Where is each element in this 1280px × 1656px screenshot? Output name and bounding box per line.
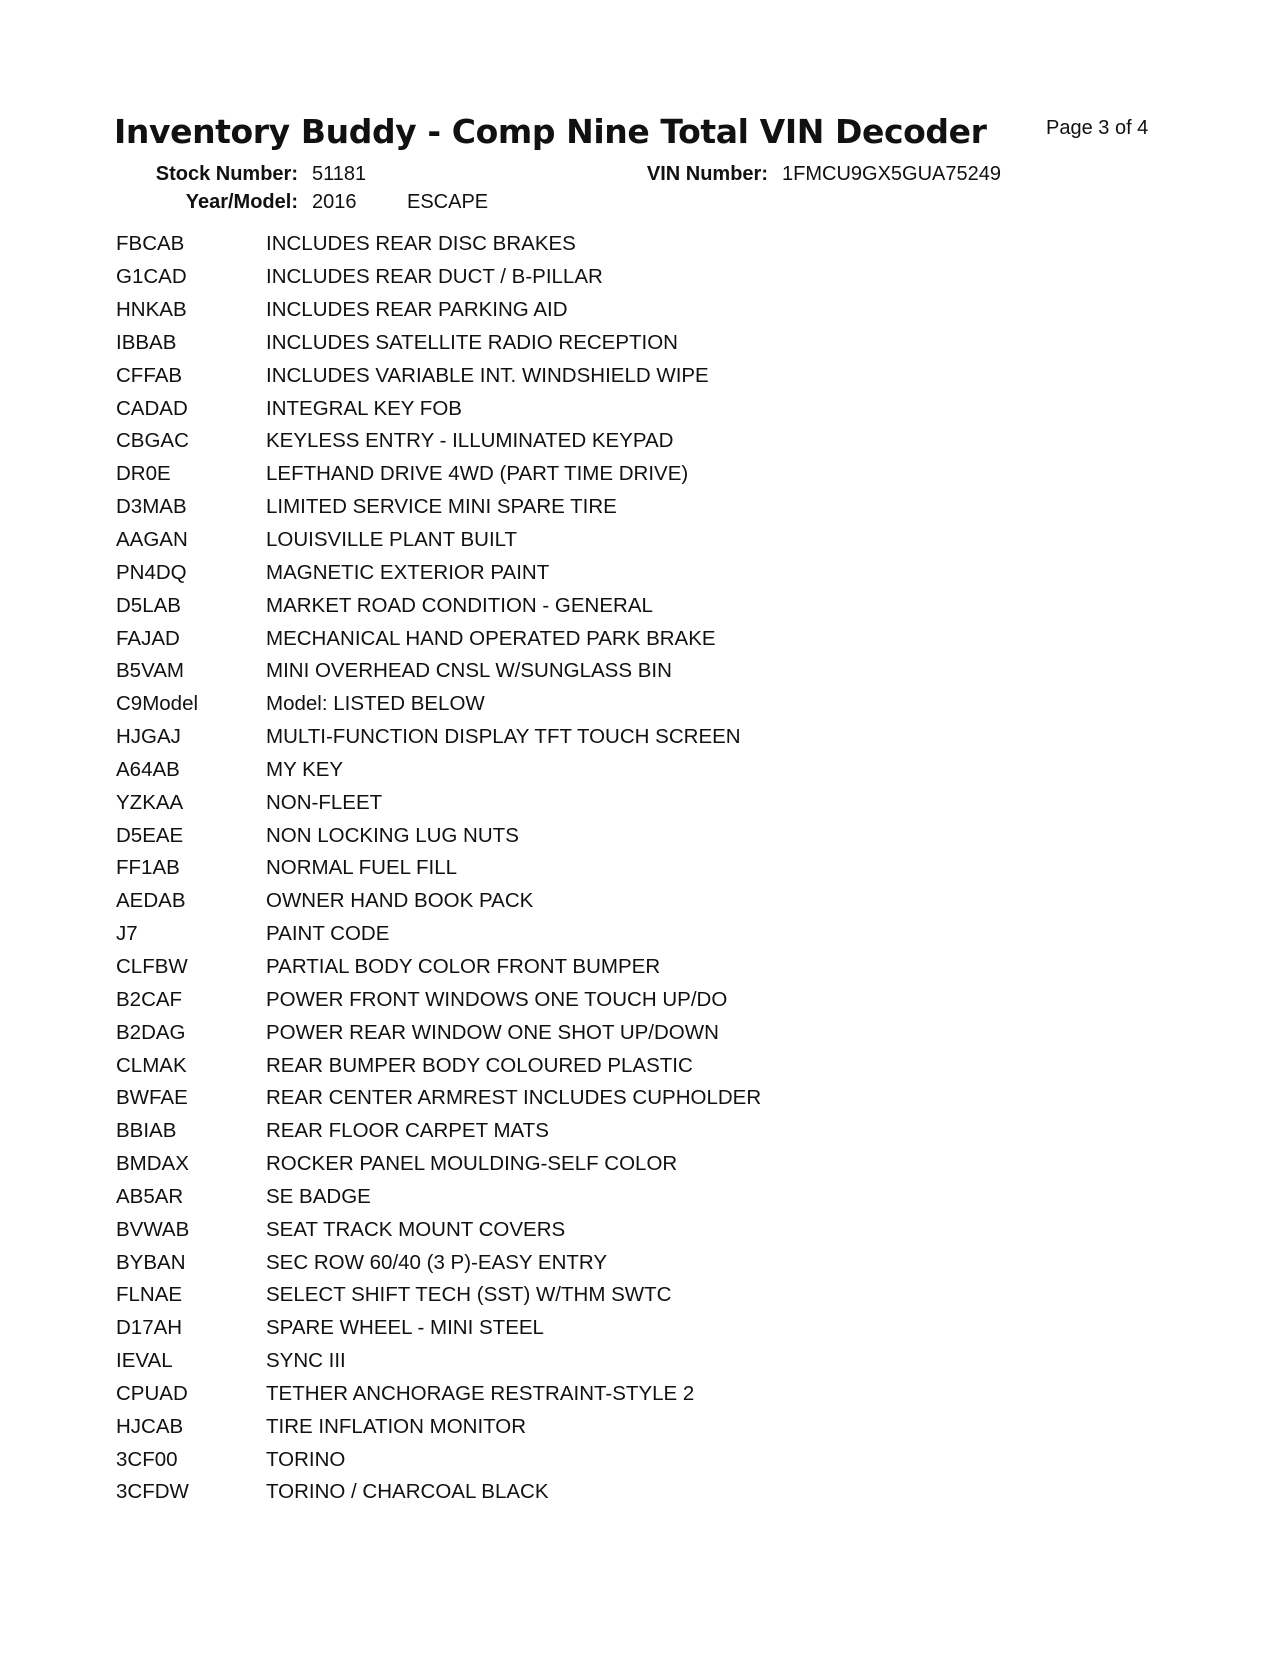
option-code: G1CAD [116,265,187,289]
page-number: Page 3 of 4 [1046,117,1149,139]
option-row [116,1049,1016,1082]
option-description: Model: LISTED BELOW [266,692,485,716]
option-code: 3CF00 [116,1447,178,1471]
option-code: FBCAB [116,232,185,256]
option-code: D5EAE [116,823,184,847]
option-row [116,228,1016,261]
option-row [116,458,1016,491]
option-description: REAR CENTER ARMREST INCLUDES CUPHOLDER [266,1086,762,1110]
option-code: C9Model [116,692,199,716]
option-code: D5LAB [116,593,181,617]
option-row [116,951,1016,984]
option-row [116,1016,1016,1049]
option-code: BYBAN [116,1250,186,1274]
option-description: MECHANICAL HAND OPERATED PARK BRAKE [266,626,716,650]
option-description: NORMAL FUEL FILL [266,856,457,880]
option-code: B2DAG [116,1020,186,1044]
option-list [116,228,1016,1509]
option-description: INCLUDES REAR DUCT / B-PILLAR [266,265,603,289]
option-row [116,918,1016,951]
option-row [116,1345,1016,1378]
option-row [116,294,1016,327]
option-description: INCLUDES SATELLITE RADIO RECEPTION [266,330,678,354]
option-description: TIRE INFLATION MONITOR [266,1414,527,1438]
option-description: SYNC III [266,1349,346,1373]
option-row [116,1443,1016,1476]
option-description: SEC ROW 60/40 (3 P)-EASY ENTRY [266,1250,608,1274]
vin-number-value: 1FMCU9GX5GUA75249 [782,163,1001,185]
option-description: REAR FLOOR CARPET MATS [266,1119,549,1143]
option-row [116,819,1016,852]
option-description: REAR BUMPER BODY COLOURED PLASTIC [266,1053,693,1077]
option-row [116,983,1016,1016]
option-row [116,261,1016,294]
option-description: SELECT SHIFT TECH (SST) W/THM SWTC [266,1283,672,1307]
option-description: SE BADGE [266,1184,371,1208]
option-code: CLMAK [116,1053,187,1077]
model-value: ESCAPE [407,191,489,213]
year-value: 2016 [312,191,357,213]
option-row [116,852,1016,885]
option-code: IEVAL [116,1349,173,1373]
option-row [116,1476,1016,1509]
option-description: PAINT CODE [266,922,390,946]
option-code: BVWAB [116,1217,190,1241]
option-row [116,754,1016,787]
option-row [116,1115,1016,1148]
option-code: HJCAB [116,1414,184,1438]
option-row [116,721,1016,754]
option-code: A64AB [116,757,180,781]
option-description: TORINO [266,1447,346,1471]
option-code: AB5AR [116,1184,184,1208]
option-code: CBGAC [116,429,189,453]
option-code: BWFAE [116,1086,188,1110]
option-description: LIMITED SERVICE MINI SPARE TIRE [266,495,617,519]
option-row [116,688,1016,721]
option-row [116,786,1016,819]
option-row [116,1410,1016,1443]
option-description: TORINO / CHARCOAL BLACK [266,1480,549,1504]
option-code: AEDAB [116,889,186,913]
option-row [116,359,1016,392]
option-description: NON-FLEET [266,790,383,814]
option-code: CPUAD [116,1381,188,1405]
option-row [116,524,1016,557]
option-code: PN4DQ [116,560,187,584]
option-code: BBIAB [116,1119,177,1143]
option-code: CLFBW [116,954,188,978]
option-code: D17AH [116,1316,183,1340]
option-code: AAGAN [116,528,188,552]
option-row [116,1180,1016,1213]
option-description: LOUISVILLE PLANT BUILT [266,528,518,552]
option-code: FLNAE [116,1283,183,1307]
option-description: INCLUDES REAR DISC BRAKES [266,232,576,256]
option-row [116,655,1016,688]
option-row [116,327,1016,360]
option-code: DR0E [116,462,171,486]
option-row [116,392,1016,425]
option-description: KEYLESS ENTRY - ILLUMINATED KEYPAD [266,429,674,453]
option-description: POWER FRONT WINDOWS ONE TOUCH UP/DO [266,987,728,1011]
year-model-label: Year/Model: [185,191,298,213]
option-code: J7 [116,922,138,946]
option-row [116,885,1016,918]
option-row [116,1082,1016,1115]
option-description: TETHER ANCHORAGE RESTRAINT-STYLE 2 [266,1381,695,1405]
option-description: INTEGRAL KEY FOB [266,396,462,420]
option-description: MINI OVERHEAD CNSL W/SUNGLASS BIN [266,659,672,683]
option-code: FF1AB [116,856,180,880]
option-row [116,491,1016,524]
option-description: LEFTHAND DRIVE 4WD (PART TIME DRIVE) [266,462,689,486]
option-description: MARKET ROAD CONDITION - GENERAL [266,593,653,617]
option-description: SPARE WHEEL - MINI STEEL [266,1316,544,1340]
option-row [116,1378,1016,1411]
option-code: CADAD [116,396,188,420]
option-description: MY KEY [266,757,344,781]
option-description: ROCKER PANEL MOULDING-SELF COLOR [266,1152,678,1176]
option-code: CFFAB [116,363,183,387]
option-row [116,1246,1016,1279]
option-code: HNKAB [116,298,187,322]
option-row [116,1312,1016,1345]
option-code: B2CAF [116,987,183,1011]
option-description: MULTI-FUNCTION DISPLAY TFT TOUCH SCREEN [266,725,741,749]
option-row [116,622,1016,655]
option-description: POWER REAR WINDOW ONE SHOT UP/DOWN [266,1020,719,1044]
option-code: FAJAD [116,626,180,650]
option-code: D3MAB [116,495,187,519]
option-description: NON LOCKING LUG NUTS [266,823,519,847]
option-description: OWNER HAND BOOK PACK [266,889,534,913]
option-row [116,1148,1016,1181]
option-row [116,425,1016,458]
option-code: IBBAB [116,330,177,354]
option-code: YZKAA [116,790,184,814]
option-row [116,1213,1016,1246]
stock-number-value: 51181 [312,163,367,185]
option-code: HJGAJ [116,725,181,749]
option-description: PARTIAL BODY COLOR FRONT BUMPER [266,954,661,978]
vin-number-label: VIN Number: [646,163,768,185]
option-row [116,1279,1016,1312]
stock-number-label: Stock Number: [155,163,298,185]
option-description: MAGNETIC EXTERIOR PAINT [266,560,550,584]
option-code: BMDAX [116,1152,189,1176]
option-description: INCLUDES REAR PARKING AID [266,298,568,322]
option-row [116,556,1016,589]
option-description: SEAT TRACK MOUNT COVERS [266,1217,566,1241]
option-code: B5VAM [116,659,184,683]
document-title: Inventory Buddy - Comp Nine Total VIN Decoder [114,112,987,151]
option-row [116,589,1016,622]
option-code: 3CFDW [116,1480,189,1504]
option-description: INCLUDES VARIABLE INT. WINDSHIELD WIPE [266,363,709,387]
